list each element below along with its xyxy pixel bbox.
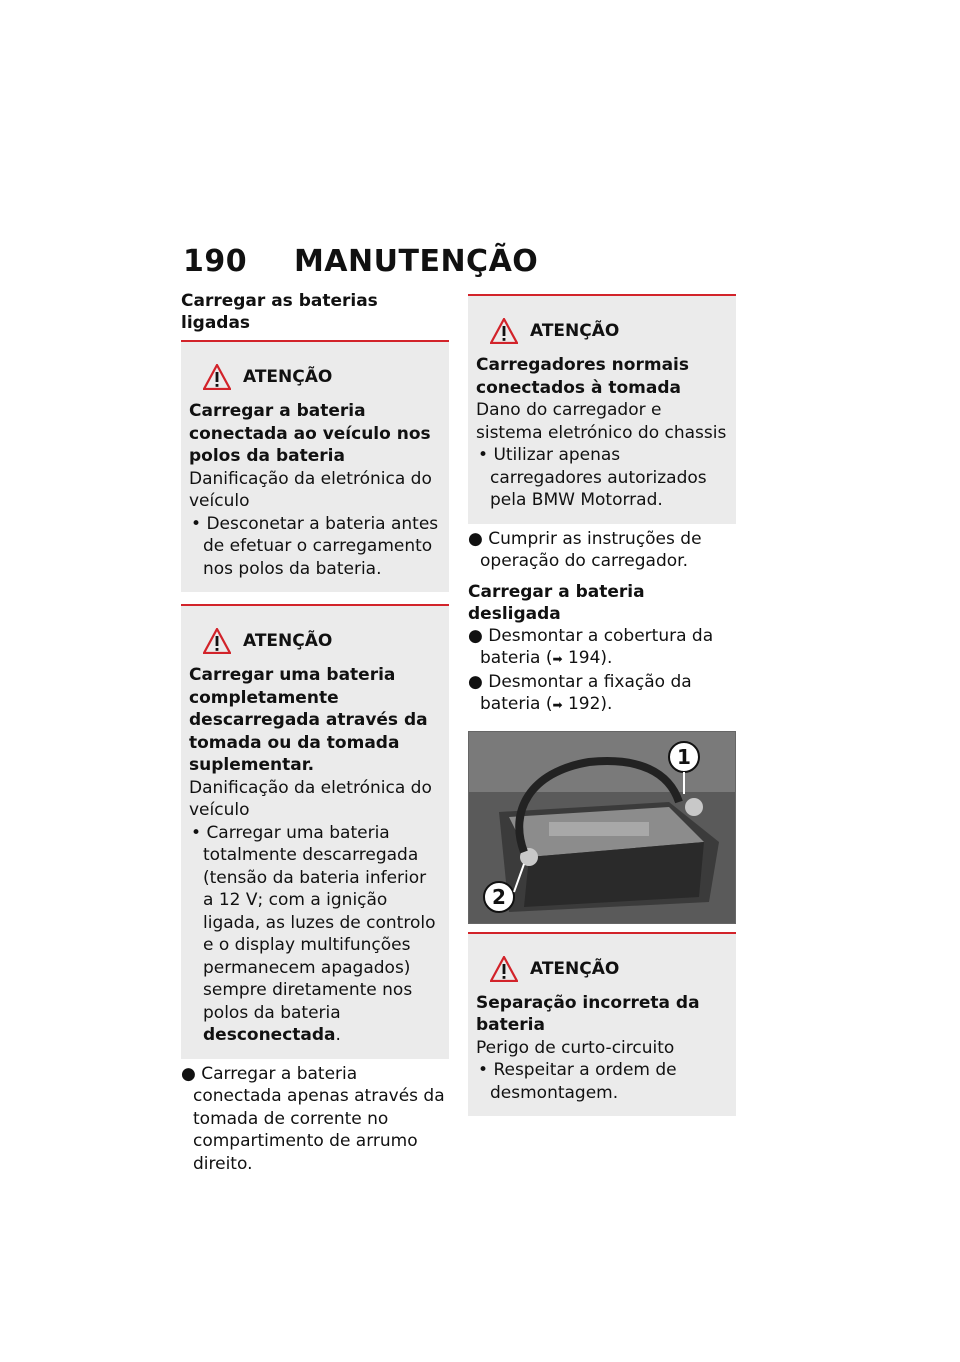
page-ref-link[interactable]: 194 [567, 648, 601, 668]
warning-header [203, 364, 441, 390]
warning-header [490, 956, 728, 982]
warning-title: ATENÇÃO [243, 631, 333, 651]
emphasis-text: desconectada [203, 1025, 336, 1045]
warning-instruction: • Desconetar a bateria antes de efetuar o carregamento nos polos da bateria. [191, 513, 439, 579]
right-column [468, 290, 736, 1116]
warning-box [181, 340, 449, 592]
warning-icon [490, 956, 518, 982]
page-ref-link[interactable]: 192 [567, 694, 601, 714]
warning-title: ATENÇÃO [243, 367, 333, 387]
warning-instruction: • Carregar uma bateria totalmente descarregada (tensão da bateria inferior a 12 V; com a ignição ligada, as luzes de controlo e o display multifunções permanecem apagados) sempre diretamente nos polos da bateria desconectada. [191, 822, 436, 1045]
warning-consequence: Danificação da eletrónica do veículo [189, 777, 432, 820]
battery-illustration [469, 732, 736, 924]
warning-header [490, 318, 728, 344]
step-text: Desmontar a fixação da bateria ( [480, 671, 692, 714]
warning-heading: Carregadores normais conectados à tomada [476, 355, 689, 398]
warning-heading: Carregar a bateria conectada ao veículo nos polos da bateria [189, 401, 431, 466]
step-item: ● Desmontar a cobertura da bateria (➡ 194). [468, 625, 714, 668]
warning-icon [203, 364, 231, 390]
warning-header [203, 628, 441, 654]
battery-photo [468, 731, 736, 924]
section-title: Carregar as baterias ligadas [181, 291, 378, 333]
warning-box [181, 604, 449, 1059]
warning-instruction-text: Respeitar a ordem de desmontagem. [490, 1060, 677, 1103]
warning-consequence: Dano do carregador e sistema eletrónico do chassis [476, 400, 727, 443]
step-item: ● Carregar a bateria conectada apenas através da tomada de corrente no compartimento de arrumo direito. [181, 1063, 445, 1174]
photo-label: 1 [677, 744, 691, 769]
warning-heading: Carregar uma bateria completamente descarregada através da tomada ou da tomada suplementar. [189, 665, 428, 775]
photo-label: 2 [492, 884, 506, 909]
warning-title: ATENÇÃO [530, 321, 620, 341]
page-number: 190 [183, 244, 248, 279]
section-title: Carregar a bateria desligada [468, 581, 645, 624]
warning-instruction-end: . [335, 1025, 341, 1045]
warning-box [468, 932, 736, 1117]
step-text: Desmontar a cobertura da bateria ( [480, 625, 714, 668]
warning-instruction-text: Utilizar apenas carregadores autorizados pela BMW Motorrad. [490, 445, 707, 510]
page-header [183, 244, 538, 279]
step-text: Carregar a bateria conectada apenas através da tomada de corrente no compartimento de arrumo direito. [193, 1063, 445, 1174]
ref-close: ). [600, 694, 613, 714]
left-column [181, 290, 449, 1175]
warning-consequence: Perigo de curto-circuito [476, 1037, 675, 1058]
warning-heading: Separação incorreta da bateria [476, 992, 700, 1035]
warning-title: ATENÇÃO [530, 958, 620, 979]
step-text: Cumprir as instruções de operação do carregador. [480, 528, 702, 571]
page-ref-arrow-icon: ➡ [552, 698, 563, 712]
warning-icon [203, 628, 231, 654]
step-item: ● Desmontar a fixação da bateria (➡ 192). [468, 671, 692, 714]
step-item: ● Cumprir as instruções de operação do carregador. [468, 528, 702, 571]
warning-instruction: • Respeitar a ordem de desmontagem. [478, 1060, 677, 1103]
warning-instruction: • Utilizar apenas carregadores autorizados pela BMW Motorrad. [478, 445, 707, 510]
warning-instruction-text: Desconetar a bateria antes de efetuar o carregamento nos polos da bateria. [203, 513, 439, 579]
warning-icon [490, 318, 518, 344]
ref-close: ). [600, 648, 613, 668]
warning-instruction-text: Carregar uma bateria totalmente descarregada (tensão da bateria inferior a 12 V; com a ignição ligada, as luzes de controlo e o display multifunções permanecem apagados) sempre diretamente nos polos da bateria [203, 822, 436, 1023]
warning-consequence: Danificação da eletrónica do veículo [189, 468, 432, 511]
warning-box [468, 294, 736, 524]
page-title: MANUTENÇÃO [293, 244, 539, 279]
page-ref-arrow-icon: ➡ [552, 652, 563, 666]
